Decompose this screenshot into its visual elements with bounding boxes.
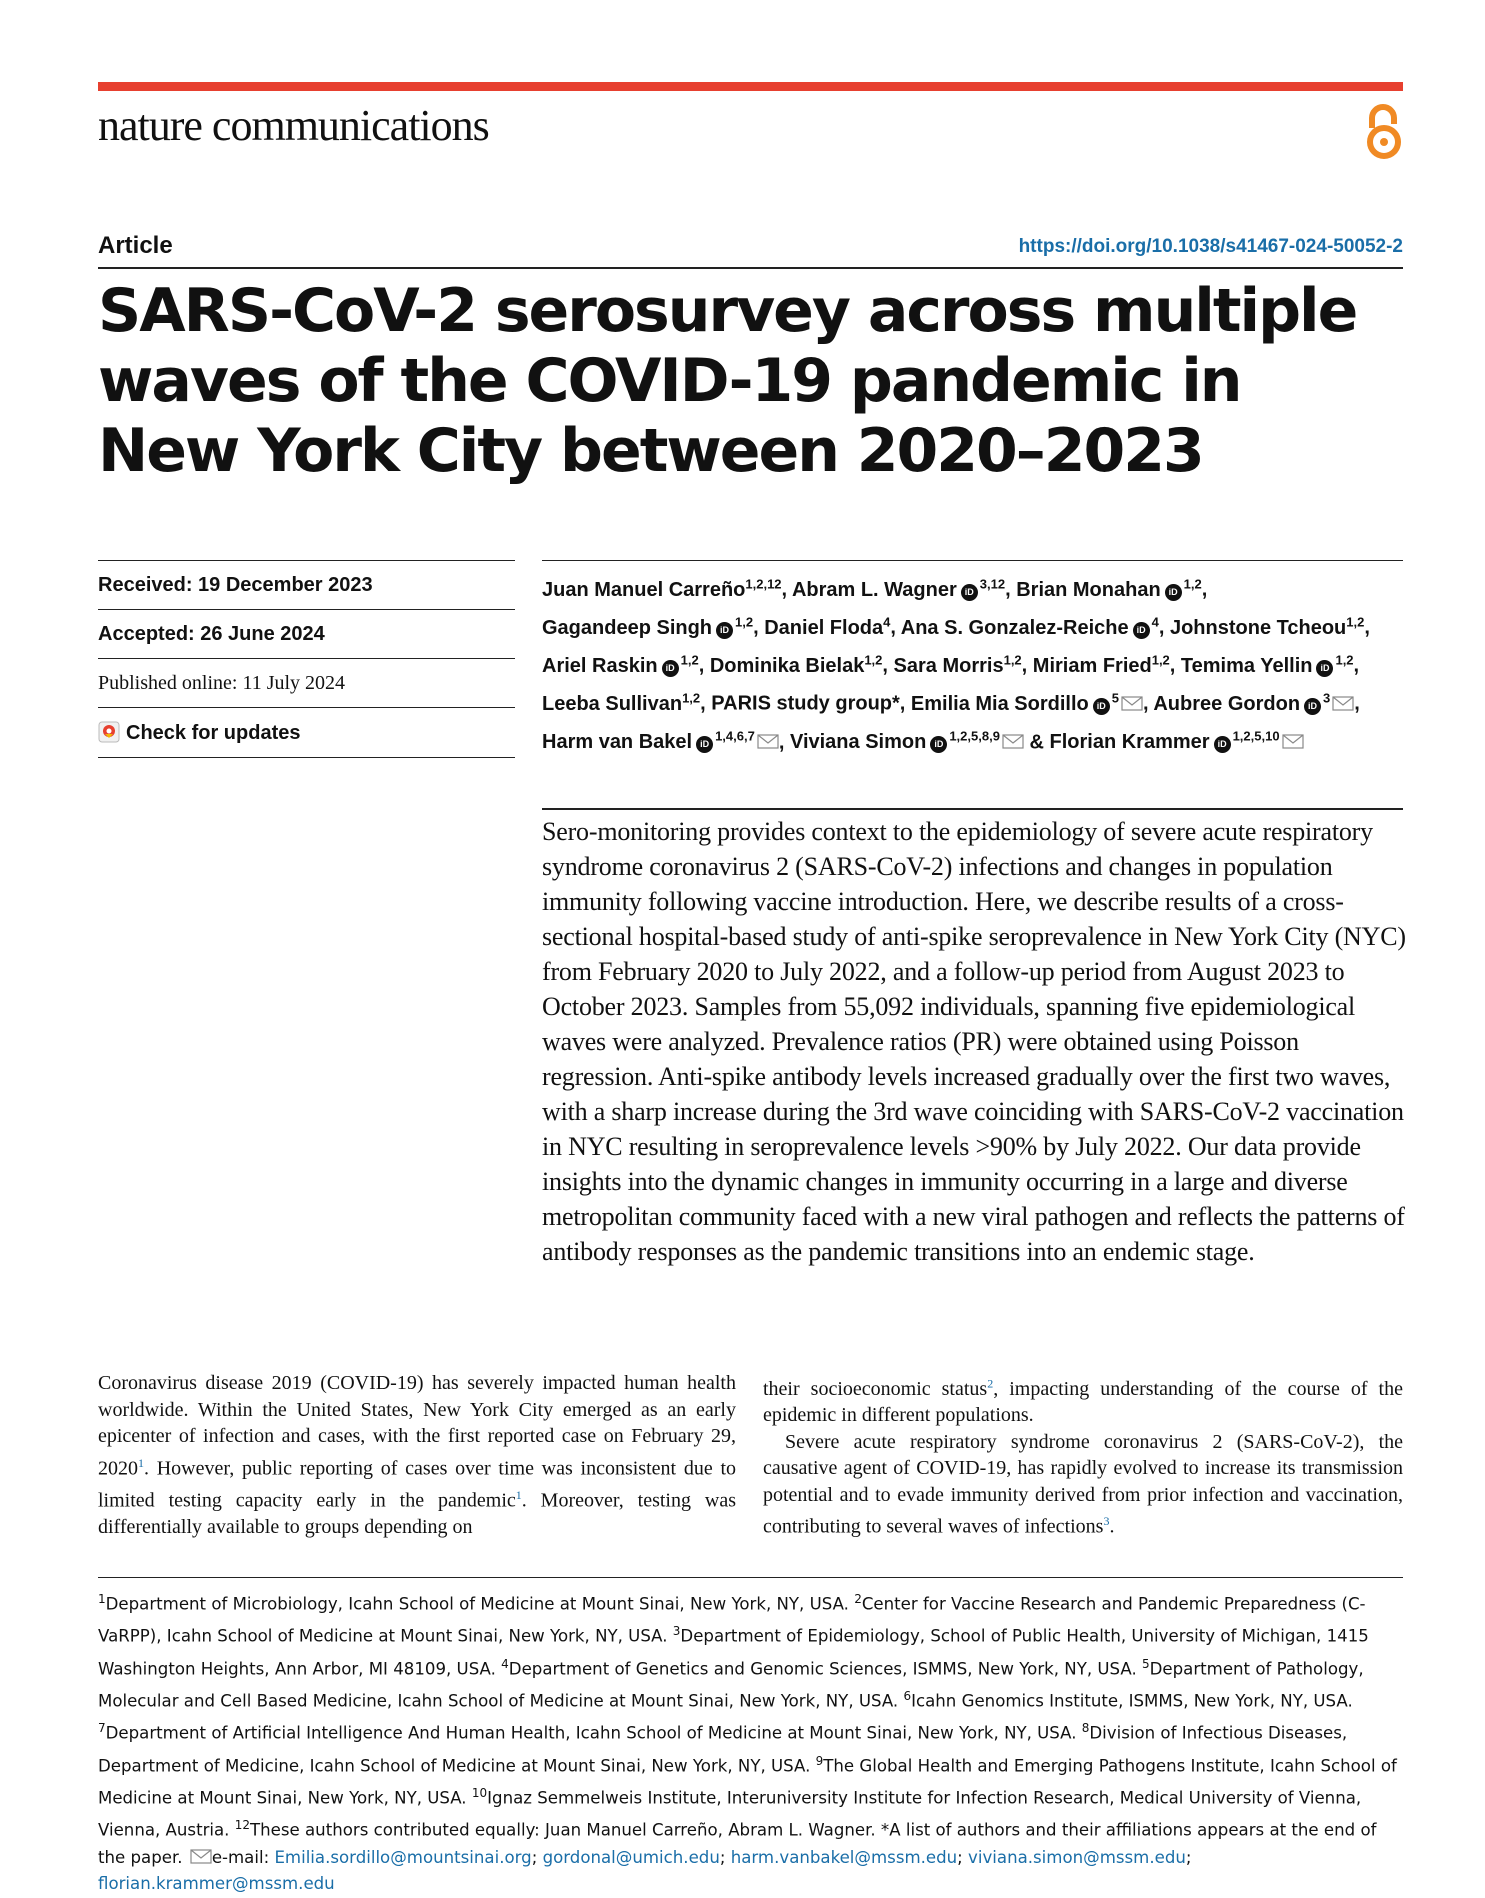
author-name[interactable]: Emilia Mia Sordillo: [910, 693, 1089, 716]
author-separator: ,: [890, 616, 896, 639]
author[interactable]: [542, 652, 699, 677]
author-affiliation-numbers: 4: [883, 614, 891, 630]
affiliation-text: Department of Genetics and Genomic Sciences, ISMMS, New York, NY, USA.: [508, 1659, 1142, 1679]
body-text: . However, public reporting of cases over time was inconsistent due to limited testing capacity early in the pandemic: [98, 1457, 736, 1512]
author-name[interactable]: Johnstone Tcheou: [1169, 616, 1347, 639]
affiliation-text: Icahn Genomics Institute, ISMMS, New York, NY, USA.: [911, 1691, 1353, 1711]
article-type: Article: [98, 232, 173, 259]
affiliation-text: These authors contributed equally: Juan Manuel Carreño, Abram L. Wagner. *A list of authors and their affiliations appears at the end of the paper.: [98, 1820, 1377, 1867]
affiliation-number: 2: [854, 1592, 862, 1606]
intro-column-right: [763, 1370, 1403, 1540]
author-affiliation-numbers: 1,2: [1346, 614, 1365, 630]
author-affiliation-numbers: 1,2,5,10: [1232, 728, 1280, 744]
orcid-icon[interactable]: iD: [1316, 660, 1333, 677]
header-accent-bar: [98, 82, 1403, 91]
author[interactable]: [542, 728, 779, 754]
body-text: , impacting understanding of the course of the epidemic in different populations.: [763, 1377, 1403, 1427]
author[interactable]: [764, 614, 891, 639]
author-affiliation-numbers: 1,2: [1335, 652, 1354, 668]
author-affiliation-numbers: 5: [1111, 690, 1119, 706]
orcid-icon[interactable]: iD: [1304, 698, 1321, 715]
abstract-rule: [542, 808, 1403, 810]
body-text: . Moreover, testing was differentially available to groups depending on: [98, 1489, 736, 1538]
affiliation-number: 12: [234, 1818, 251, 1833]
author[interactable]: [900, 614, 1159, 639]
email-link[interactable]: gordonal@umich.edu: [542, 1847, 720, 1867]
author-separator: ,: [899, 693, 906, 716]
body-text: Severe acute respiratory syndrome coronavirus 2 (SARS-CoV-2), the causative agent of COVID-19, has rapidly evolved to increase its transmission potential and to evade immunity derived from prior infection and vaccination, contributing to several waves of infections: [763, 1430, 1403, 1538]
author-affiliation-numbers: 1,2: [864, 652, 883, 668]
mail-icon[interactable]: [1332, 696, 1354, 711]
author-name[interactable]: Ariel Raskin: [542, 654, 658, 677]
orcid-icon[interactable]: iD: [1133, 622, 1150, 639]
author[interactable]: [542, 614, 754, 639]
orcid-icon[interactable]: iD: [961, 584, 978, 601]
affiliation-number: 5: [1142, 1656, 1150, 1671]
author-separator: ,: [778, 731, 785, 754]
author-affiliation-numbers: 1,2: [1151, 652, 1170, 668]
author-name[interactable]: Leeba Sullivan: [542, 693, 683, 716]
author-name[interactable]: Juan Manuel Carreño: [542, 578, 746, 601]
affiliation-number: 9: [815, 1753, 824, 1768]
author[interactable]: [791, 576, 1006, 601]
author-name[interactable]: Daniel Floda: [764, 616, 884, 639]
intro-paragraph-2: [763, 1429, 1403, 1541]
author-name[interactable]: Ana S. Gonzalez-Reiche: [900, 616, 1129, 639]
author[interactable]: [910, 690, 1143, 716]
author-affiliation-numbers: 1,4,6,7: [715, 728, 755, 744]
author-separator: ,: [882, 654, 888, 677]
citation-link[interactable]: 2: [987, 1376, 994, 1390]
received-date: Received: 19 December 2023: [98, 560, 515, 609]
author[interactable]: [893, 652, 1022, 677]
affiliation-number: 8: [1081, 1721, 1090, 1736]
citation-link[interactable]: 3: [1103, 1514, 1110, 1529]
affiliation-text: Ignaz Semmelweis Institute, Interuniversity Institute for Infection Research, Medical University of Vienna, Vienna, Austria.: [98, 1788, 1362, 1840]
email-icon: [190, 1849, 212, 1864]
author-name[interactable]: Florian Krammer: [1049, 731, 1210, 754]
check-for-updates-icon: [98, 721, 120, 743]
author-name[interactable]: Miriam Fried: [1032, 654, 1152, 677]
author[interactable]: [1169, 614, 1365, 639]
published-date: Published online: 11 July 2024: [98, 658, 515, 707]
author[interactable]: [709, 652, 883, 677]
author-separator: ,: [1354, 693, 1360, 716]
journal-name: nature communications: [98, 101, 489, 150]
affiliation-text: Department of Artificial Intelligence And Human Health, Icahn School of Medicine at Mount Sinai, New York, NY, USA.: [105, 1723, 1082, 1743]
author-separator: ,: [1005, 578, 1011, 601]
orcid-icon[interactable]: iD: [1093, 698, 1110, 715]
author[interactable]: [1049, 728, 1304, 754]
article-title: SARS-CoV-2 serosurvey across multiple waves of the COVID-19 pandemic in New York City between 2020–2023: [98, 276, 1357, 486]
author-name[interactable]: PARIS study group*: [711, 693, 900, 716]
author-separator: ,: [1142, 693, 1149, 716]
author-name[interactable]: Dominika Bielak: [709, 654, 865, 677]
author-affiliation-numbers: 1,2: [1183, 576, 1202, 591]
affiliation-text: Center for Vaccine Research and Pandemic Preparedness (C-VaRPP), Icahn School of Medicine at Mount Sinai, New York, NY, USA.: [98, 1594, 1366, 1646]
author-name[interactable]: Brian Monahan: [1016, 578, 1161, 601]
publication-dates: [98, 560, 515, 758]
doi-link[interactable]: https://doi.org/10.1038/s41467-024-50052-2: [1018, 236, 1403, 257]
author[interactable]: [1180, 652, 1354, 677]
orcid-icon[interactable]: iD: [716, 622, 733, 639]
author-separator: ,: [781, 578, 788, 601]
intro-paragraph-1: [763, 1378, 1403, 1427]
mail-icon[interactable]: [1282, 734, 1304, 749]
author-separator: ,: [1364, 616, 1370, 639]
affiliation-number: 10: [471, 1785, 488, 1800]
affiliation-number: 4: [501, 1656, 509, 1671]
affiliation-text: The Global Health and Emerging Pathogens Institute, Icahn School of Medicine at Mount Sinai, New York, NY, USA.: [98, 1756, 1397, 1808]
author-separator: ,: [1353, 654, 1360, 677]
abstract: Sero-monitoring provides context to the epidemiology of severe acute respiratory syndrome coronavirus 2 (SARS-CoV-2) infections and changes in population immunity following vaccine introduction. Here, we describe results of a cross-sectional hospital-based study of anti-spike seroprevalence in New York City (NYC) from February 2020 to July 2022, and a follow-up period from August 2023 to October 2023. Samples from 55,092 individuals, spanning five epidemiological waves were analyzed. Prevalence ratios (PR) were obtained using Poisson regression. Anti-spike antibody levels increased gradually over the first two waves, with a sharp increase during the 3rd wave coinciding with SARS-CoV-2 vaccination in NYC resulting in seroprevalence levels >90% by July 2022. Our data provide insights into the dynamic changes in immunity occurring in a large and diverse metropolitan community faced with a new viral pathogen and reflects the patterns of antibody responses as the pandemic transitions into an endemic stage.: [542, 817, 1406, 1266]
email-link[interactable]: harm.vanbakel@mssm.edu: [730, 1847, 958, 1867]
orcid-icon[interactable]: iD: [662, 660, 679, 677]
author[interactable]: [542, 576, 782, 601]
email-link[interactable]: viviana.simon@mssm.edu: [968, 1847, 1186, 1867]
author-name[interactable]: Abram L. Wagner: [791, 578, 957, 601]
author-affiliation-numbers: 1,2,5,8,9: [949, 728, 1000, 744]
author-name[interactable]: Gagandeep Singh: [542, 616, 713, 639]
author-affiliation-numbers: 1,2: [682, 690, 701, 706]
orcid-icon[interactable]: iD: [1165, 584, 1182, 601]
author-separator: &: [1023, 731, 1044, 754]
author-affiliation-numbers: 3,12: [979, 576, 1006, 591]
author-name[interactable]: Viviana Simon: [789, 731, 927, 754]
orcid-icon[interactable]: iD: [1214, 736, 1231, 753]
author-separator: ,: [698, 654, 705, 677]
mail-icon[interactable]: [1121, 696, 1143, 711]
affiliation-text: Department of Microbiology, Icahn School of Medicine at Mount Sinai, New York, NY, USA.: [105, 1594, 855, 1614]
author[interactable]: [542, 690, 701, 716]
author-name[interactable]: Temima Yellin: [1180, 654, 1313, 677]
check-for-updates-button[interactable]: [98, 707, 515, 758]
author-name[interactable]: Sara Morris: [893, 654, 1004, 677]
author-separator: ,: [1021, 654, 1028, 677]
body-text: their socioeconomic status: [763, 1377, 988, 1400]
affiliation-number: 3: [672, 1624, 681, 1639]
author-name[interactable]: Aubree Gordon: [1153, 693, 1301, 716]
author-separator: ,: [1201, 578, 1208, 601]
mail-icon[interactable]: [1002, 734, 1024, 749]
author[interactable]: [789, 728, 1024, 754]
author-separator: ,: [700, 693, 706, 716]
author-affiliation-numbers: 3: [1323, 690, 1331, 706]
affiliation-number: 7: [98, 1721, 106, 1736]
author[interactable]: [711, 693, 900, 715]
author-affiliation-numbers: 1,2: [735, 614, 754, 630]
email-label: e-mail:: [211, 1847, 275, 1867]
email-link[interactable]: florian.krammer@mssm.edu: [98, 1874, 335, 1894]
author-separator: ,: [753, 616, 759, 639]
mail-icon[interactable]: [757, 734, 779, 749]
affiliation-text: Division of Infectious Diseases, Department of Medicine, Icahn School of Medicine at Mount Sinai, New York, NY, USA.: [98, 1723, 1348, 1776]
authors-rule: [542, 560, 1403, 561]
author-list: [542, 568, 1403, 759]
author[interactable]: [1016, 576, 1202, 601]
body-text: Coronavirus disease 2019 (COVID-19) has severely impacted human health worldwide. Within the United States, New York City emerged as an early epicenter of infection and cases, with the first reported case on February 29, 2020: [98, 1372, 736, 1480]
intro-column-left: [98, 1370, 736, 1540]
author-name[interactable]: Harm van Bakel: [542, 731, 693, 754]
author[interactable]: [1032, 652, 1170, 677]
email-link[interactable]: Emilia.sordillo@mountsinai.org: [274, 1847, 532, 1867]
affiliation-text: Department of Epidemiology, School of Public Health, University of Michigan, 1415 Washington Heights, Ann Arbor, MI 48109, USA.: [98, 1626, 1369, 1679]
affiliation-number: 6: [903, 1688, 912, 1703]
author-separator: ,: [1169, 654, 1176, 677]
citation-link[interactable]: 1: [138, 1455, 144, 1470]
orcid-icon[interactable]: iD: [696, 736, 713, 753]
affiliations-rule: [98, 1577, 1403, 1578]
author-affiliation-numbers: 1,2: [1003, 652, 1022, 668]
header-rule: [98, 267, 1403, 269]
affiliation-text: Department of Pathology, Molecular and Cell Based Medicine, Icahn School of Medicine at Mount Sinai, New York, NY, USA.: [98, 1659, 1364, 1711]
affiliation-number: 1: [98, 1592, 106, 1606]
check-for-updates-label: Check for updates: [126, 722, 301, 744]
body-text: .: [1109, 1515, 1115, 1538]
author-affiliation-numbers: 1,2: [680, 652, 699, 668]
author-affiliation-numbers: 4: [1151, 614, 1159, 630]
author-separator: ,: [1158, 616, 1165, 639]
orcid-icon[interactable]: iD: [930, 736, 947, 753]
open-access-icon[interactable]: [1362, 102, 1406, 160]
affiliations: $^1$Department of Microbiology, Icahn School of Medicine at Mount Sinai, New York, NY, USA. $^2$Center for Vaccine Research and Pandemic Preparedness (C-VaRPP), Icahn School of Medicine at Mount Sinai, New York, NY, USA. $^3$Department of Epidemiology, School of Public Health, University of Michigan, 1415 Washington Heights, Ann Arbor, MI 48109, USA. $^4$Department of Genetics and Genomic Sciences, ISMMS, New York, NY, USA. $^5$Department of Pathology, Molecular and Cell Based Medicine, Icahn School of Medicine at Mount Sinai, New York, NY, USA. $^6$Icahn Genomics Institute, ISMMS, New York, NY, USA. $^7$Department of Artificial Intelligence And Human Health, Icahn School of Medicine at Mount Sinai, New York, NY, USA. $^8$Division of Infectious Diseases, Department of Medicine, Icahn School of Medicine at Mount Sinai, New York, NY, USA. $^9$The Global Health and Emerging Pathogens Institute, Icahn School of Medicine at Mount Sinai, New York, NY, USA. $^{10}$Ignaz Semmelweis Institute, Interuniversity Institute for Infection Research, Medical University of Vienna, Vienna, Austria. $^{12}$These authors contributed equally: Juan Manuel Carreño, Abram L. Wagner. *A list of authors and their affiliations appears at the end of the paper. e-mail: Emilia.sordillo@mountsinai.org; gordonal@umich.edu; harm.vanbakel@mssm.edu; viviana.simon@mssm.edu; florian.krammer@mssm.edu: [98, 1592, 1397, 1894]
author[interactable]: [1153, 690, 1354, 716]
citation-link[interactable]: 1: [515, 1487, 522, 1502]
author-affiliation-numbers: 1,2,12: [745, 576, 782, 591]
accepted-date: Accepted: 26 June 2024: [98, 609, 515, 658]
